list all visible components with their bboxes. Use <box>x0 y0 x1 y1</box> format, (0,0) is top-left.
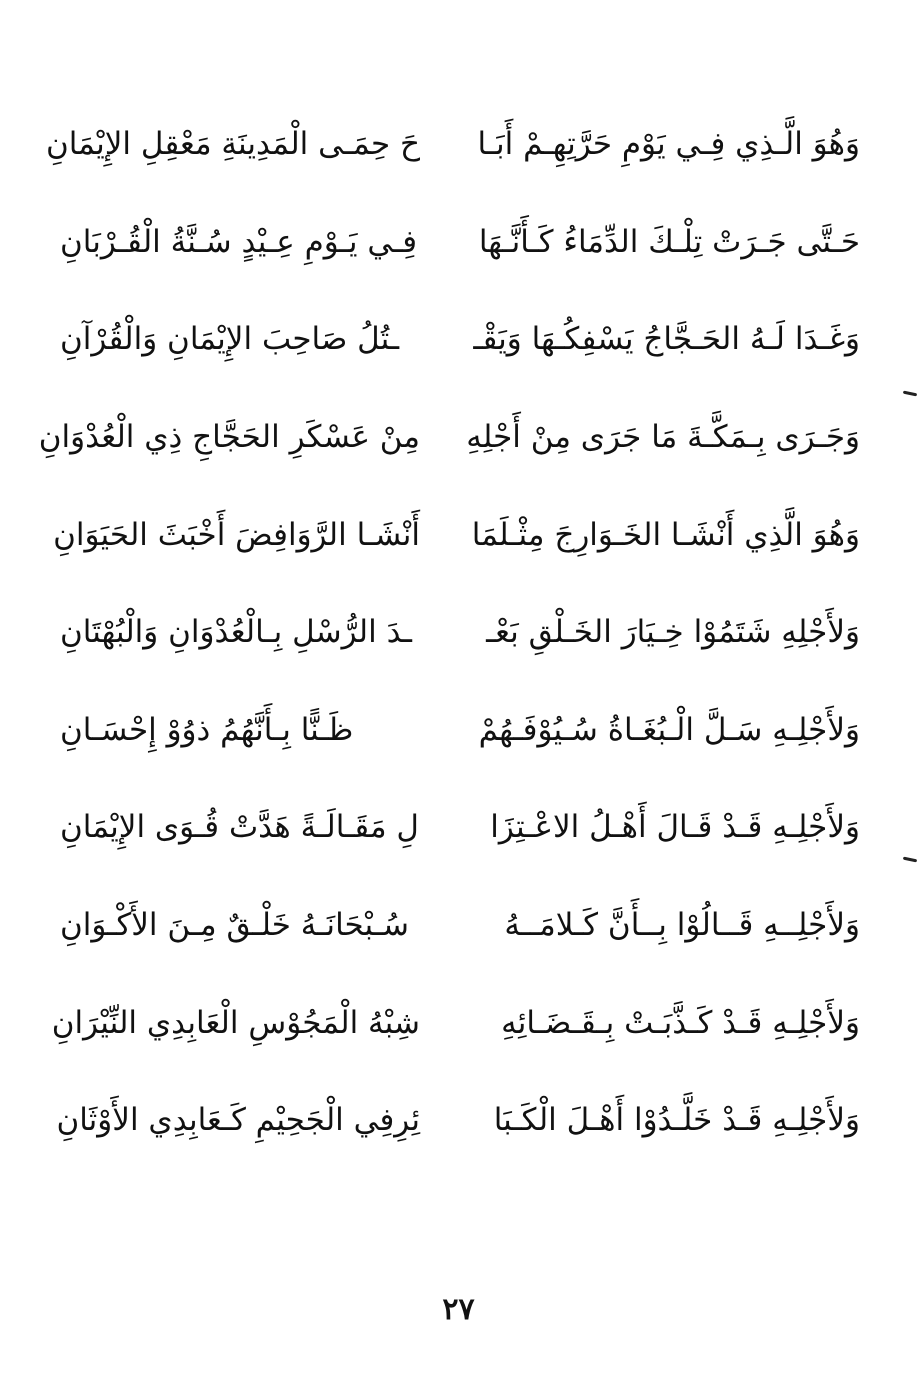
verse-line <box>60 584 860 682</box>
verse-first-hemistich: وَهُوَ الَّذِي أَنْشَـا الخَـوَارِجَ مِثْـلَمَا <box>471 516 860 553</box>
verse-line <box>60 194 860 292</box>
verse-line <box>60 682 860 780</box>
verse-second-hemistich: فِـي يَـوْمِ عِـيْدٍ سُـنَّةُ الْقُـرْبَانِ <box>60 223 418 260</box>
verse-second-hemistich: أَنْشَـا الرَّوَافِضَ أَخْبَثَ الحَيَوَانِ <box>53 516 420 553</box>
verse-line <box>45 96 860 194</box>
verse-first-hemistich: وَلأَجْلِـهِ قَـدْ خَلَّـدُوْا أَهْـلَ الْكَـبَا <box>493 1102 860 1139</box>
verse-first-hemistich: حَـتَّى جَـرَتْ تِلْـكَ الدِّمَاءُ كَـأَنَّـهَا <box>478 223 860 260</box>
verse-second-hemistich: ـدَ الرُّسْلِ بِـالْعُدْوَانِ وَالْبُهْتَانِ <box>60 614 412 651</box>
verse-second-hemistich: سُـبْحَانَـهُ خَلْـقٌ مِـنَ الأَكْـوَانِ <box>60 906 409 943</box>
verse-second-hemistich: لِ مَقَـالَـةً هَدَّتْ قُـوَى الإِيْمَانِ <box>60 809 419 846</box>
verse-first-hemistich: وَلأَجْلِــهِ قَــالُوْا بِــأَنَّ كَـلامَــهُ <box>504 906 860 943</box>
verse-first-hemistich: وَجَـرَى بِـمَكَّـةَ مَا جَرَى مِنْ أَجْلِهِ <box>466 418 860 455</box>
verse-second-hemistich: ظَـنًّا بِـأَنَّهُمُ ذوُوْ إِحْسَـانِ <box>60 711 354 748</box>
verse-second-hemistich: مِنْ عَسْكَرِ الحَجَّاجِ ذِي الْعُدْوَانِ <box>38 418 420 455</box>
verse-first-hemistich: وَغَـدَا لَـهُ الحَـجَّاجُ يَسْفِكُـهَا وَيَقْـ <box>473 321 860 358</box>
verse-second-hemistich: حَ حِمَـى الْمَدِينَةِ مَعْقِلِ الإِيْمَانِ <box>45 126 420 163</box>
page-edge-mark <box>903 391 917 397</box>
page-edge-mark <box>903 857 917 863</box>
verse-second-hemistich: شِبْهُ الْمَجُوْسِ الْعَابِدِي النِّيْرَانِ <box>51 1004 420 1041</box>
verse-first-hemistich: وَلأَجْلِهِ شَتَمُوْا خِـيَارَ الخَـلْقِ بَعْـ <box>486 614 860 651</box>
verse-line <box>60 291 860 389</box>
verse-line <box>53 486 860 584</box>
poem-verses <box>38 96 860 1170</box>
verse-first-hemistich: وَلأَجْلِـهِ سَـلَّ الْـبُغَـاةُ سُـيُوْفَـهُمْ <box>478 711 860 748</box>
verse-first-hemistich: وَهُوَ الَّـذِي فِـي يَوْمِ حَرَّتِهِـمْ أَبَـا <box>477 126 860 163</box>
verse-line <box>60 779 860 877</box>
page-number: ٢٧ <box>442 1292 475 1327</box>
verse-first-hemistich: وَلأَجْلِـهِ قَـدْ كَـذَّبَـتْ بِـقَـضَـائِهِ <box>501 1004 860 1041</box>
verse-second-hemistich: ئِرِفِي الْجَحِيْمِ كَـعَابِدِي الأَوْثَانِ <box>56 1102 420 1139</box>
verse-line <box>56 1072 860 1170</box>
verse-line <box>60 877 860 975</box>
verse-first-hemistich: وَلأَجْلِـهِ قَـدْ قَـالَ أَهْـلُ الاعْـتِزَا <box>490 809 860 846</box>
verse-line <box>51 974 860 1072</box>
verse-line <box>38 389 860 487</box>
verse-second-hemistich: ـتُلُ صَاحِبَ الإِيْمَانِ وَالْقُرْآنِ <box>60 321 400 358</box>
